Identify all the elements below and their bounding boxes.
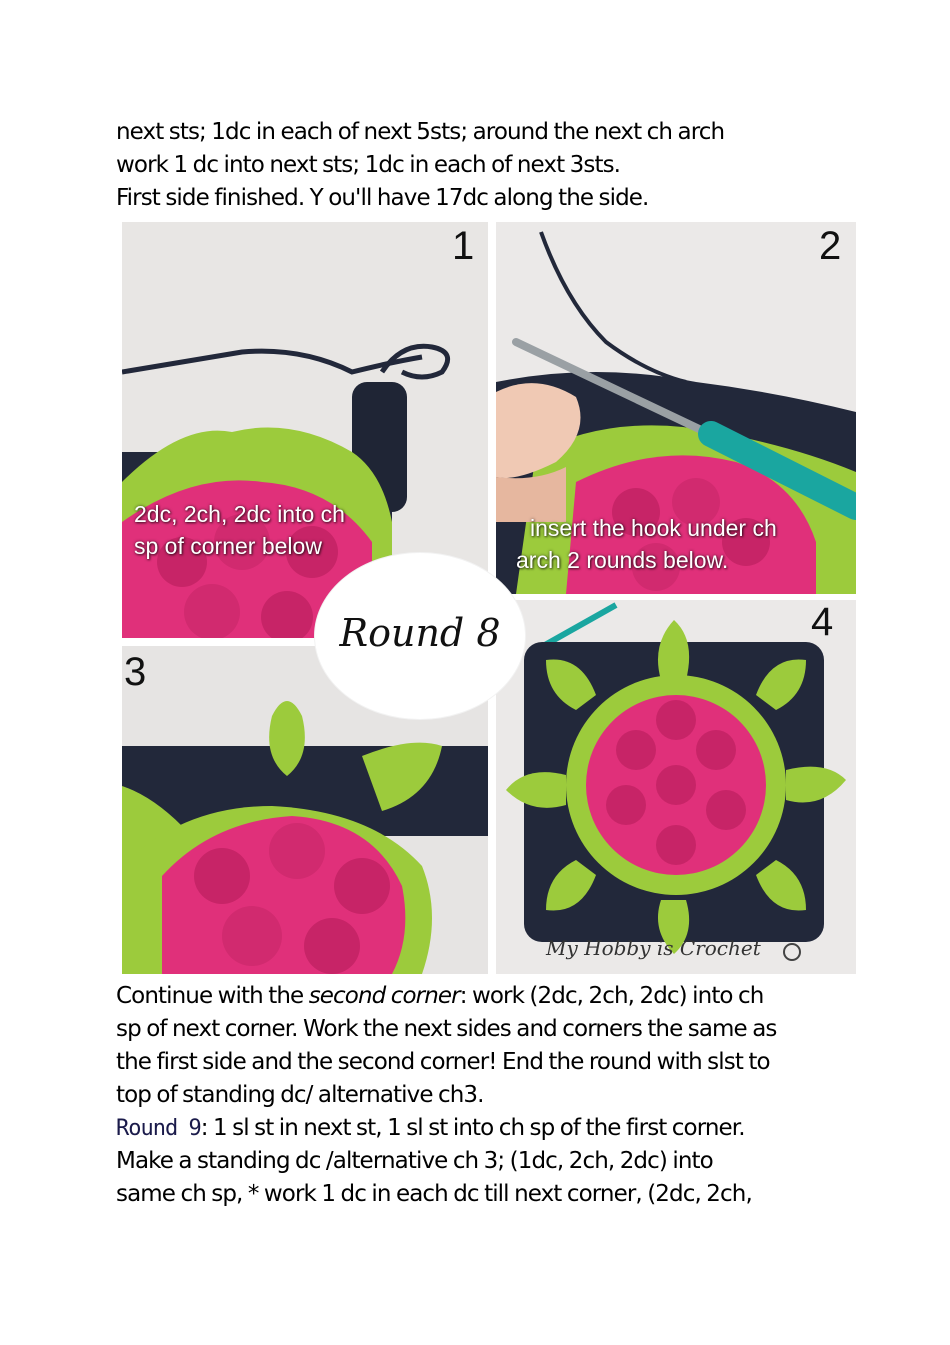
text-line: sp of next corner. Work the next sides and corners the same as [116,1016,777,1042]
caption-line: sp of corner below [134,533,322,559]
text-segment: Continue with the [116,983,309,1009]
photo-1-caption [134,498,345,562]
text-line: work 1 dc into next sts; 1dc in each of next 3sts. [116,152,621,178]
caption-line: insert the hook under ch [530,515,777,541]
text-line: First side finished. Y ou'll have 17dc along the side. [116,185,649,211]
photo-2-caption [516,512,777,576]
emphasis-text: second corner [308,983,460,1009]
photo-4-number: 4 [811,600,834,644]
watermark: My Hobby is Crochet [546,936,761,960]
text-line: same ch sp, * work 1 dc in each dc till next corner, (2dc, 2ch, [116,1181,752,1207]
text-segment: : 1 sl st in next st, 1 sl st into ch sp of the first corner. [200,1115,745,1141]
round-badge-label: Round 8 [339,611,501,655]
photo-4 [496,600,856,974]
text-line [116,1112,856,1145]
text-line: Make a standing dc /alternative ch 3; (1dc, 2ch, 2dc) into [116,1148,713,1174]
photo-2-number: 2 [819,224,842,268]
text-line: top of standing dc/ alternative ch3. [116,1082,484,1108]
text-line: next sts; 1dc in each of next 5sts; around the next ch arch [116,119,725,145]
caption-line: 2dc, 2ch, 2dc into ch [134,501,345,527]
caption-line: arch 2 rounds below. [516,547,729,573]
photo-3-number: 3 [124,650,147,694]
round-badge [315,553,525,719]
round-9-label: Round 9 [116,1116,201,1141]
text-segment: : work (2dc, 2ch, 2dc) into ch [459,983,764,1009]
text-line: the first side and the second corner! End the round with slst to [116,1049,770,1075]
text-line [116,980,856,1013]
bottom-paragraph [116,980,856,1211]
photo-1-number: 1 [452,224,475,268]
top-paragraph [116,116,856,215]
